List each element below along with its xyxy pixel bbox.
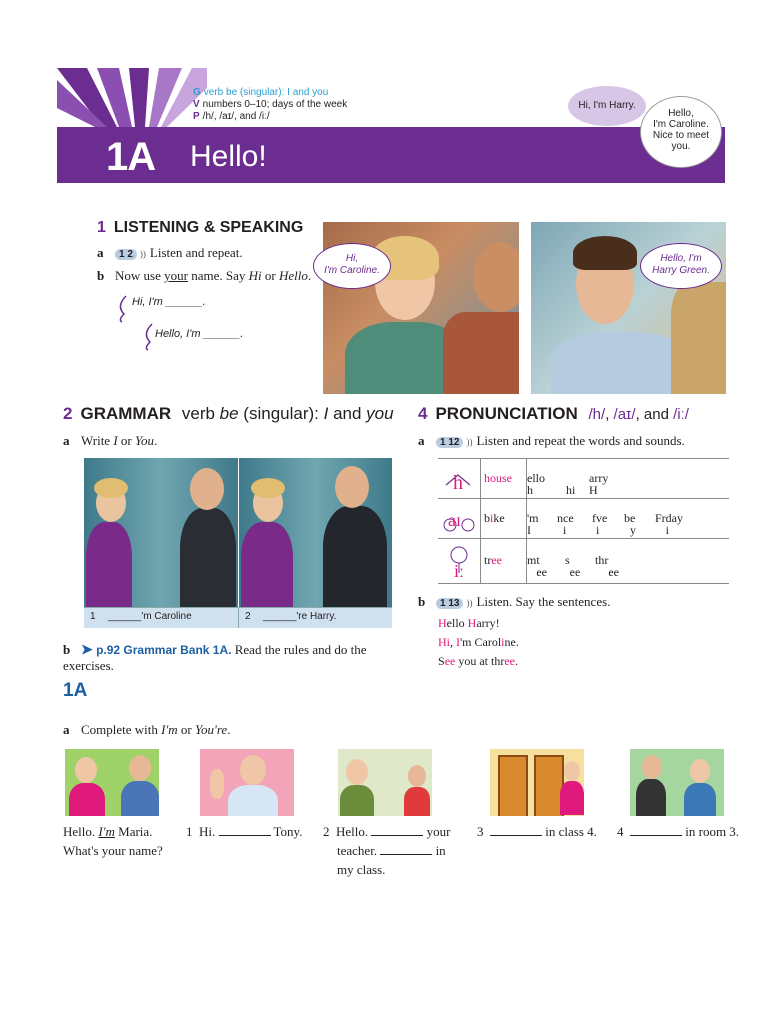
grammar-bank-item-a: a Complete with I'm or You're. (63, 722, 231, 737)
answer-blank[interactable] (490, 823, 542, 836)
speech-prompt-1: Hi, I'm ______. (132, 296, 206, 308)
section-4-heading: 4 PRONUNCIATION /h/, /aɪ/, and /iː/ (418, 404, 689, 423)
bike-icon (438, 499, 481, 539)
sentence-3: See you at three. (438, 654, 518, 668)
audio-icon: )) (466, 437, 473, 447)
photo-grammar-1 (84, 458, 238, 608)
section-1-heading: 1 LISTENING & SPEAKING (97, 219, 304, 236)
sound-row-ai: aɪ bike I 'm n i ce f i ve b y e Fr i day (438, 498, 729, 539)
answer-blank[interactable] (219, 823, 271, 836)
sound-key-word: house (484, 471, 512, 485)
exercise-picture-4 (630, 749, 724, 816)
practice-sentences (438, 614, 519, 671)
section-2-item-b: b ➤ p.92 Grammar Bank 1A. Read the rules and do the exercises. (63, 641, 367, 673)
sentence-2: Hi, I'm Caroline. (438, 635, 519, 649)
svg-text:h: h (453, 472, 463, 494)
topic-vocabulary: V numbers 0–10; days of the week (193, 99, 348, 110)
section-4-item-b: b 1 13 )) Listen. Say the sentences. (418, 594, 611, 609)
topic-grammar: G verb be (singular): I and you (193, 87, 329, 98)
sentence-1: Hello Harry! (438, 616, 500, 630)
photo-bubble-harry: Hello, I'm Harry Green. (640, 243, 722, 289)
caption-1-text: ______'m Caroline (108, 611, 192, 622)
sound-key-word: bike (484, 511, 505, 525)
audio-icon: )) (466, 598, 473, 608)
photo-grammar-2 (239, 458, 392, 608)
answer-blank[interactable] (371, 823, 423, 836)
section-2-heading: 2 GRAMMAR verb be (singular): I and you (63, 404, 394, 423)
exercise-1: 1 Hi. Tony. (186, 824, 303, 839)
exercise-example: Hello. I'm Maria. What's your name? (63, 824, 163, 858)
lesson-topics (193, 87, 347, 123)
grammar-caption-bar: 1 ______'m Caroline 2 ______'re Harry. (84, 607, 392, 628)
tree-icon (438, 539, 481, 583)
section-4-item-a: a 1 12 )) Listen and repeat the words and sounds. (418, 433, 685, 448)
audio-track-badge[interactable]: 1 2 (115, 249, 137, 260)
answer-blank[interactable] (380, 842, 432, 855)
speech-prompt-2: Hello, I'm ______. (155, 328, 244, 340)
audio-icon: )) (139, 249, 146, 259)
svg-text:iː: iː (454, 561, 465, 581)
caption-2-text: ______'re Harry. (263, 611, 337, 622)
header-bubble-harry: Hi, I'm Harry. (568, 86, 646, 126)
section-2-item-a: a Write I or You. (63, 433, 158, 448)
exercise-picture-3 (490, 749, 584, 816)
grammar-bank-link[interactable]: ➤ p.92 Grammar Bank 1A. (81, 641, 232, 657)
exercise-3: 3 in class 4. (477, 824, 597, 839)
answer-blank[interactable] (630, 823, 682, 836)
exercise-picture-2 (338, 749, 432, 816)
grammar-bank-heading: 1A (63, 680, 88, 701)
svg-text:aɪ: aɪ (448, 510, 461, 530)
arrow-right-icon: ➤ (81, 641, 93, 657)
audio-track-badge[interactable]: 1 13 (436, 598, 463, 609)
exercise-picture-1 (200, 749, 294, 816)
audio-track-badge[interactable]: 1 12 (436, 437, 463, 448)
header-bubble-caroline: Hello, I'm Caroline. Nice to meet you. (640, 96, 722, 168)
topic-pronunciation: P /h/, /aɪ/, and /iː/ (193, 111, 270, 122)
exercise-4: 4 in room 3. (617, 824, 740, 839)
lesson-number: 1A (106, 135, 156, 179)
photo-bubble-caroline: Hi, I'm Caroline. (313, 243, 391, 289)
exercise-2: 2 Hello. your teacher. in my class. (323, 824, 451, 877)
section-1-item-a: a 1 2 )) Listen and repeat. (97, 245, 243, 260)
house-icon (438, 459, 481, 499)
section-1-item-b: b Now use your name. Say Hi or Hello. (97, 268, 312, 283)
sound-row-i: iː tree m ee t s ee thr ee (438, 538, 729, 584)
exercise-picture-example (65, 749, 159, 816)
sound-row-h: h house h ello hi H arry (438, 458, 729, 499)
sound-key-word: tree (484, 553, 502, 567)
lesson-title: Hello! (190, 140, 267, 173)
header-band (57, 127, 725, 183)
